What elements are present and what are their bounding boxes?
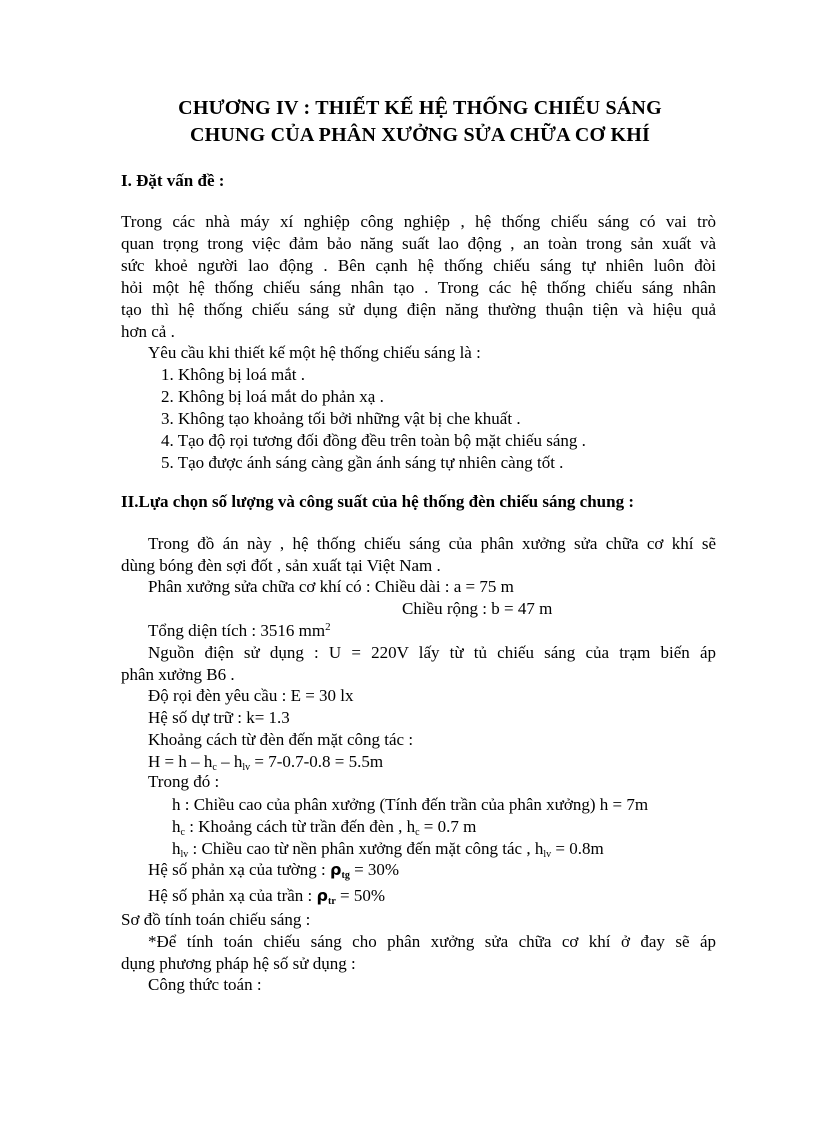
section-1-heading: I. Đặt vấn đề :	[121, 171, 225, 190]
requirement-item: 2. Không bị loá mắt do phản xạ .	[161, 387, 384, 406]
symbol-sub: c	[415, 827, 420, 838]
formula-label: Công thức toán :	[148, 975, 262, 994]
definition-text: : Khoảng cách từ trần đến đèn , h	[184, 817, 416, 836]
where-label: Trong đó :	[148, 772, 220, 791]
symbol-sub: lv	[180, 849, 189, 860]
workshop-width: Chiều rộng : b = 47 m	[402, 599, 553, 618]
definition-hlv	[172, 839, 604, 859]
intro-text: Trong đồ án này , hệ thống chiếu sáng của phân xưởng sửa chữa cơ khí sẽ	[148, 534, 716, 553]
formula-part: H = h – h	[148, 752, 213, 771]
section-2-heading: II.Lựa chọn số lượng và công suất của hệ thống đèn chiếu sáng chung :	[121, 492, 635, 511]
symbol: h	[172, 817, 181, 836]
rho-symbol: ρ	[330, 860, 342, 879]
paragraph-line: Trong các nhà máy xí nghiệp công nghiệp , hệ thống chiếu sáng có vai trò	[121, 212, 716, 231]
ceiling-value: = 50%	[335, 886, 386, 905]
method-line: *Để tính toán chiếu sáng cho phân xưởng sửa chữa cơ khí ở đay sẽ áp	[148, 932, 716, 951]
reserve-factor: Hệ số dự trữ : k= 1.3	[148, 708, 290, 727]
rho-sub: tr	[327, 896, 336, 907]
symbol-sub: lv	[543, 849, 552, 860]
paragraph-line: hỏi một hệ thống chiếu sáng nhân tạo . Trong các hệ thống chiếu sáng nhân	[121, 278, 716, 297]
definition-value: = 0.7 m	[419, 817, 477, 836]
intro-line: dùng bóng đèn sợi đốt , sản xuất tại Việt Nam .	[121, 556, 441, 575]
formula-part: – h	[216, 752, 243, 771]
intro-line	[121, 534, 716, 554]
power-source-line: Nguồn điện sử dụng : U = 220V lấy từ tủ chiếu sáng của trạm biến áp	[148, 643, 716, 662]
requirement-item: 1. Không bị loá mắt .	[161, 365, 306, 384]
paragraph-line: hơn cả .	[121, 322, 175, 341]
method-line: dụng phương pháp hệ số sử dụng :	[121, 954, 356, 973]
total-area-text: Tổng diện tích : 3516 mm	[148, 621, 326, 640]
ceiling-reflectance	[148, 886, 385, 906]
chapter-title-line-2: CHUNG CỦA PHÂN XƯỞNG SỬA CHỮA CƠ KHÍ	[190, 124, 650, 146]
ceiling-label: Hệ số phản xạ của trần :	[148, 886, 317, 905]
symbol: h	[172, 839, 181, 858]
requirement-item: 3. Không tạo khoảng tối bởi những vật bị che khuất .	[161, 409, 521, 428]
wall-value: = 30%	[349, 860, 400, 879]
formula-sub: c	[212, 762, 217, 773]
definition-hc	[172, 817, 476, 837]
rho-sub: tg	[341, 870, 350, 881]
definition-h: h : Chiều cao của phân xưởng (Tính đến trần của phân xưởng) h = 7m	[172, 795, 649, 814]
paragraph-line: sức khoẻ người lao động . Bên cạnh hệ thống chiếu sáng tự nhiên luôn đòi	[121, 256, 716, 275]
power-source-line: phân xưởng B6 .	[121, 665, 235, 684]
definition-value: = 0.8m	[551, 839, 604, 858]
paragraph-line: quan trọng trong việc đảm bảo năng suất lao động , an toàn trong sản xuất và	[121, 234, 716, 253]
symbol-sub: c	[180, 827, 185, 838]
wall-reflectance	[148, 860, 399, 880]
formula-sub: lv	[242, 762, 251, 773]
formula-part: = 7-0.7-0.8 = 5.5m	[250, 752, 384, 771]
rho-symbol: ρ	[316, 886, 328, 905]
height-formula	[148, 752, 383, 772]
definition-text: : Chiều cao từ nền phân xưởng đến mặt công tác , h	[188, 839, 544, 858]
diagram-label: Sơ đồ tính toán chiếu sáng :	[121, 910, 311, 929]
illuminance: Độ rọi đèn yêu cầu : E = 30 lx	[148, 686, 354, 705]
requirement-item: 4. Tạo độ rọi tương đối đồng đều trên toàn bộ mặt chiếu sáng .	[161, 431, 586, 450]
total-area	[148, 621, 331, 641]
area-exponent: 2	[325, 621, 331, 633]
chapter-title-line-1: CHƯƠNG IV : THIẾT KẾ HỆ THỐNG CHIẾU SÁNG	[178, 97, 662, 119]
requirement-item: 5. Tạo được ánh sáng càng gần ánh sáng tự nhiên càng tốt .	[161, 453, 564, 472]
paragraph-line: tạo thì hệ thống chiếu sáng sử dụng điện năng thường thuận tiện và hiệu quả	[121, 300, 716, 319]
distance-label: Khoảng cách từ đèn đến mặt công tác :	[148, 730, 414, 749]
requirements-intro: Yêu cầu khi thiết kế một hệ thống chiếu sáng là :	[148, 343, 481, 362]
wall-label: Hệ số phản xạ của tường :	[148, 860, 331, 879]
workshop-length: Phân xưởng sửa chữa cơ khí có : Chiều dài : a = 75 m	[148, 577, 514, 596]
